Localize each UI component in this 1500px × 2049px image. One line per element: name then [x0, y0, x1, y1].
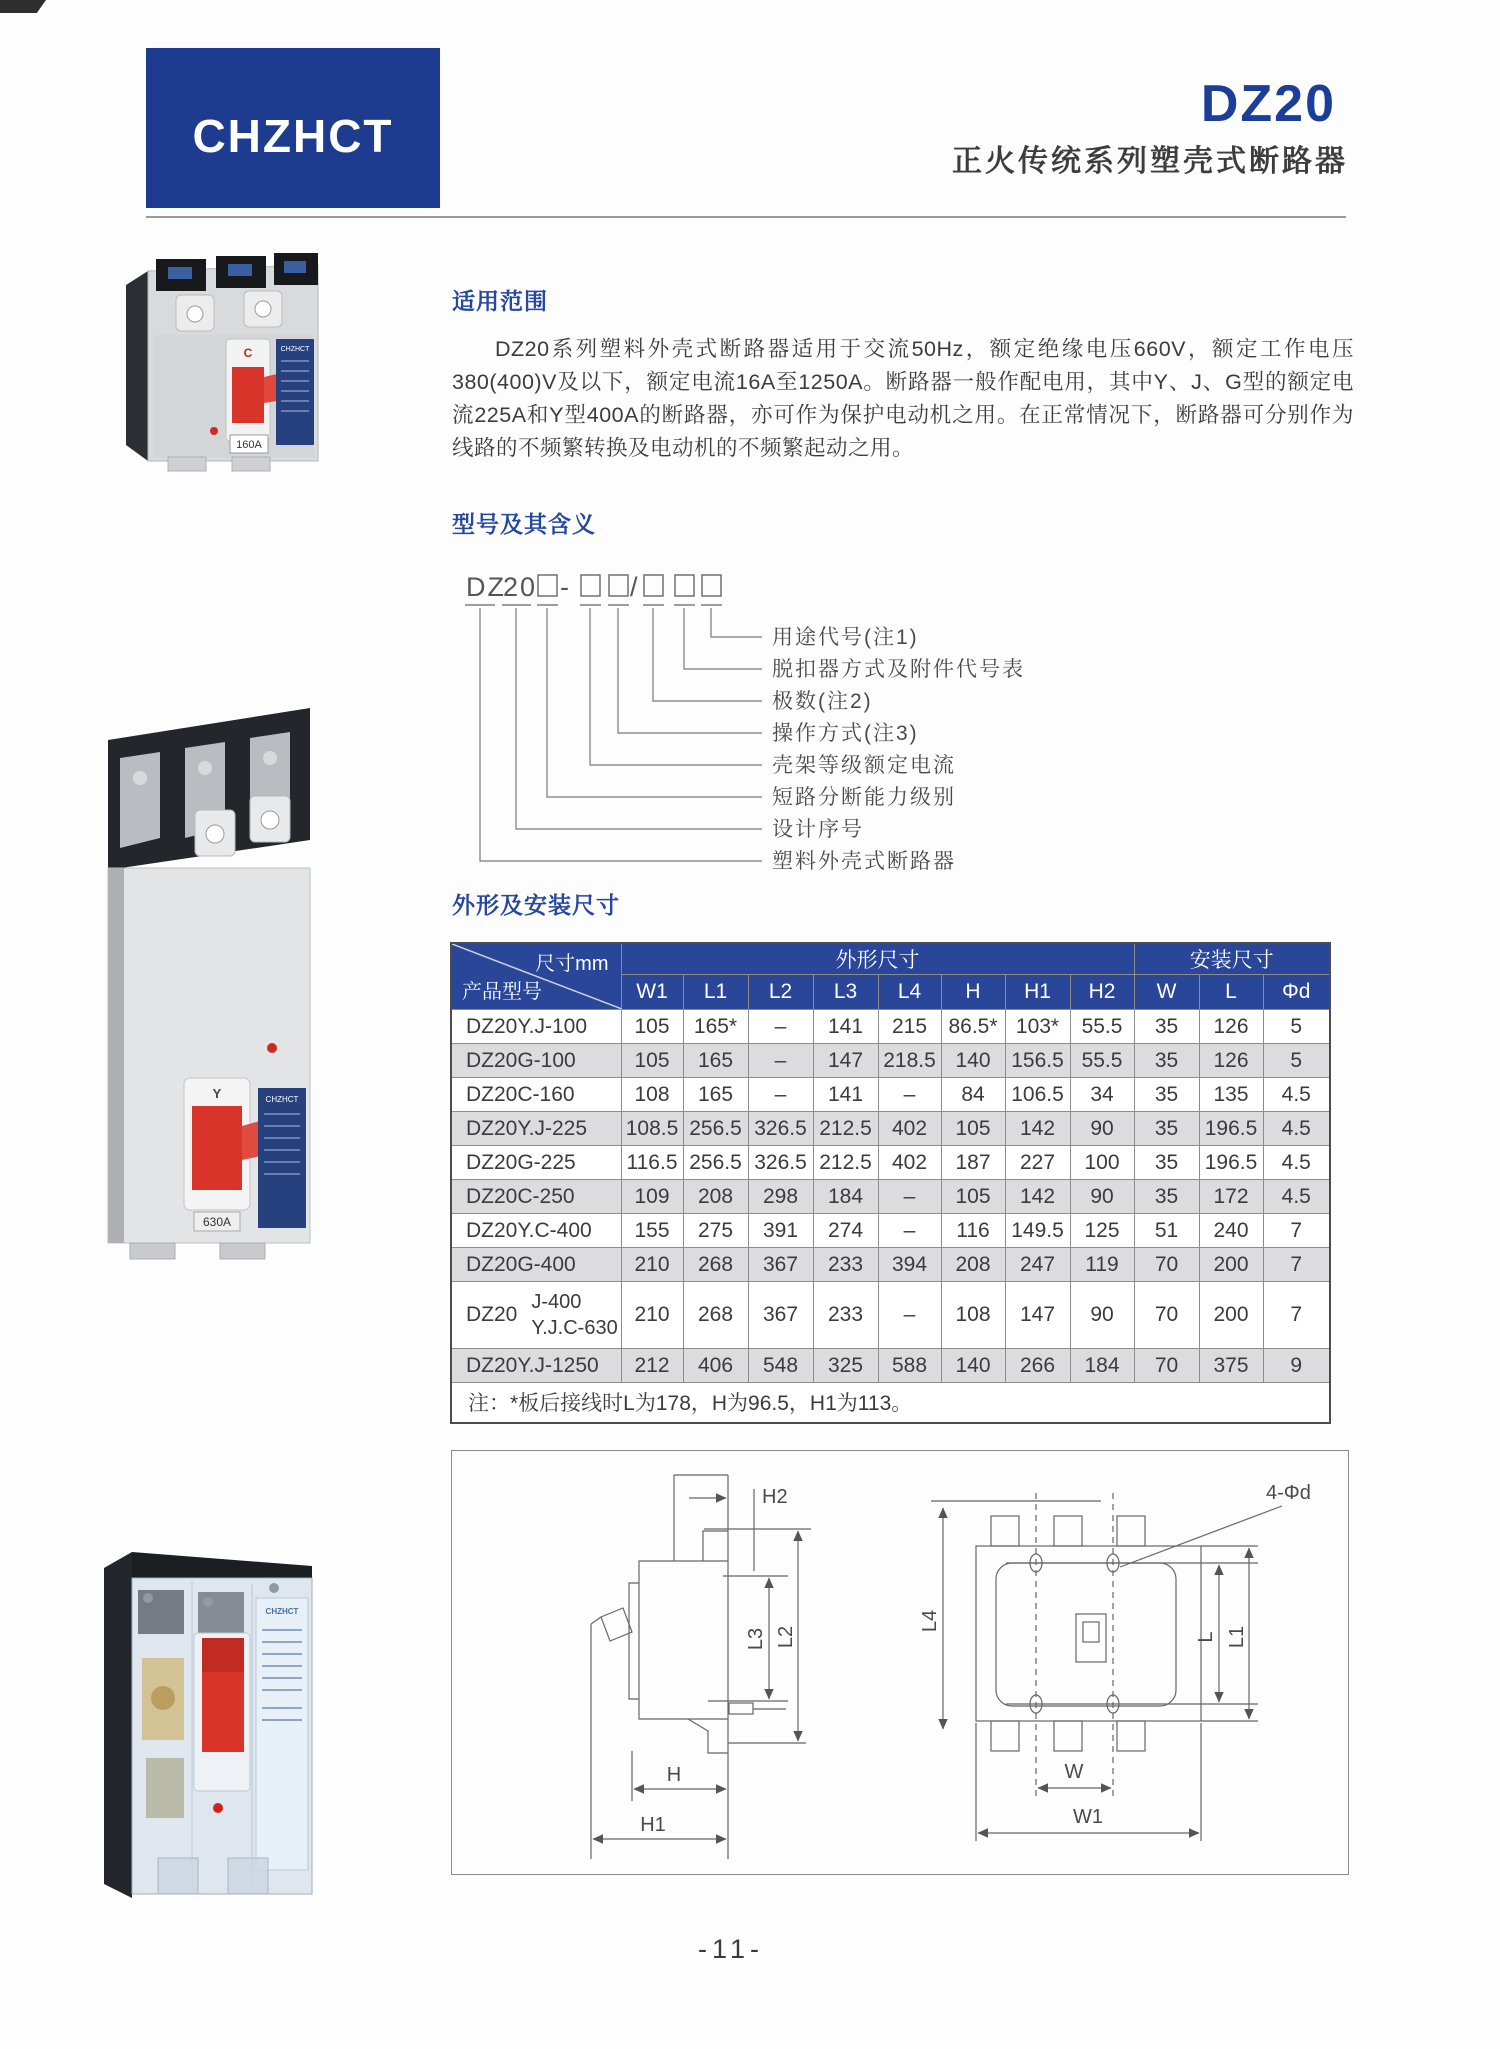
dimension-value: 109 [621, 1180, 683, 1214]
dimension-value: 4.5 [1263, 1180, 1330, 1214]
dimension-value: 35 [1134, 1146, 1199, 1180]
table-row [451, 1282, 1330, 1349]
dimension-value: 298 [748, 1180, 813, 1214]
dimension-value: 4.5 [1263, 1078, 1330, 1112]
dimension-value: – [748, 1044, 813, 1078]
product-model: DZ20Y.J-100 [451, 1010, 621, 1044]
model-label: 脱扣器方式及附件代号表 [772, 658, 1025, 681]
model-label: 短路分断能力级别 [772, 786, 956, 809]
group-header-mount: 安装尺寸 [1134, 943, 1330, 975]
dim-label-l2: L2 [775, 1625, 797, 1649]
dimension-value: 165 [683, 1044, 748, 1078]
table-note: 注：*板后接线时L为178，H为96.5，H1为113。 [451, 1383, 1330, 1423]
dimension-value: 135 [1199, 1078, 1263, 1112]
dimension-value: 215 [878, 1010, 941, 1044]
dimension-value: 208 [941, 1248, 1005, 1282]
model-label: 极数(注2) [772, 690, 873, 713]
col-header: W1 [621, 975, 683, 1010]
dimension-value: 70 [1134, 1349, 1199, 1383]
dimension-value: 208 [683, 1180, 748, 1214]
dimension-value: 165 [683, 1078, 748, 1112]
dimension-value: 126 [1199, 1010, 1263, 1044]
dimension-value: 108.5 [621, 1112, 683, 1146]
outline-drawing-box [451, 1450, 1349, 1875]
product-model: DZ20G-400 [451, 1248, 621, 1282]
dim-label-l4: L4 [919, 1609, 941, 1633]
amp-label: 160A [236, 439, 262, 451]
dimension-value: 196.5 [1199, 1146, 1263, 1180]
dimension-value: 266 [1005, 1349, 1070, 1383]
dim-label-h2: H2 [762, 1486, 788, 1508]
dimension-value: 108 [621, 1078, 683, 1112]
dimension-value: – [878, 1282, 941, 1349]
product-model: DZ20 J-400 Y.J.C-630 [451, 1282, 621, 1349]
dimension-value: 116.5 [621, 1146, 683, 1180]
dimension-value: 140 [941, 1044, 1005, 1078]
dimension-value: 100 [1070, 1146, 1134, 1180]
dimension-value: 149.5 [1005, 1214, 1070, 1248]
dimension-value: 367 [748, 1248, 813, 1282]
dim-label-w: W [1064, 1761, 1084, 1783]
dim-label-w1: W1 [1073, 1806, 1103, 1828]
dimensions-heading: 外形及安装尺寸 [452, 892, 620, 918]
col-header: H2 [1070, 975, 1134, 1010]
page-title: DZ20 [1200, 75, 1336, 133]
dimension-value: – [878, 1214, 941, 1248]
dimension-value: 90 [1070, 1180, 1134, 1214]
group-header-outline: 外形尺寸 [621, 943, 1134, 975]
breaker-photo-transparent [98, 1538, 322, 1910]
corner-label-unit: 尺寸mm [535, 953, 609, 975]
dimension-value: 105 [621, 1044, 683, 1078]
dimension-value: 103* [1005, 1010, 1070, 1044]
dim-label-h1: H1 [640, 1814, 666, 1836]
dimension-value: 256.5 [683, 1146, 748, 1180]
dimension-value: 125 [1070, 1214, 1134, 1248]
dimension-value: 90 [1070, 1112, 1134, 1146]
table-row [451, 1010, 1330, 1044]
corner-header-cell [451, 943, 621, 1010]
scope-heading: 适用范围 [452, 288, 548, 314]
model-slash: / [630, 572, 640, 602]
dimension-value: 268 [683, 1282, 748, 1349]
dimension-value: 391 [748, 1214, 813, 1248]
dimension-value: 227 [1005, 1146, 1070, 1180]
dimension-value: 105 [941, 1180, 1005, 1214]
table-row [451, 1180, 1330, 1214]
product-model: DZ20C-250 [451, 1180, 621, 1214]
product-model: DZ20G-100 [451, 1044, 621, 1078]
dimension-value: 233 [813, 1282, 878, 1349]
dimension-value: – [878, 1180, 941, 1214]
dimension-value: 108 [941, 1282, 1005, 1349]
dimension-value: 394 [878, 1248, 941, 1282]
dimension-value: 70 [1134, 1282, 1199, 1349]
toggle-marker: C [243, 346, 253, 360]
page-number: -11- [697, 1934, 764, 1964]
page-subtitle: 正火传统系列塑壳式断路器 [952, 145, 1348, 178]
brand-logo-text: CHZHCT [192, 110, 394, 162]
dimension-value: 4.5 [1263, 1112, 1330, 1146]
dimension-value: 212.5 [813, 1112, 878, 1146]
col-header: L3 [813, 975, 878, 1010]
dim-label-l: L [1195, 1631, 1217, 1643]
dimension-value: 406 [683, 1349, 748, 1383]
dimension-value: 7 [1263, 1248, 1330, 1282]
dimension-value: 402 [878, 1112, 941, 1146]
model-label: 用途代号(注1) [772, 626, 919, 649]
dimension-value: 233 [813, 1248, 878, 1282]
dimension-value: 187 [941, 1146, 1005, 1180]
table-row [451, 1044, 1330, 1078]
model-label: 操作方式(注3) [772, 722, 919, 745]
table-note-row [451, 1383, 1330, 1423]
dimension-value: 34 [1070, 1078, 1134, 1112]
dimension-value: 156.5 [1005, 1044, 1070, 1078]
header-divider [146, 216, 1346, 218]
dimension-value: 402 [878, 1146, 941, 1180]
model-series: 20 [503, 572, 538, 602]
dimension-value: 247 [1005, 1248, 1070, 1282]
amp-label: 630A [202, 1215, 232, 1229]
col-header: L4 [878, 975, 941, 1010]
dimension-value: 7 [1263, 1282, 1330, 1349]
col-header: L1 [683, 975, 748, 1010]
scan-artifact [0, 0, 46, 13]
dimension-value: – [878, 1078, 941, 1112]
brand-logo [146, 48, 440, 208]
dimension-value: 142 [1005, 1180, 1070, 1214]
dimension-value: 5 [1263, 1010, 1330, 1044]
dimension-value: 51 [1134, 1214, 1199, 1248]
col-header: W [1134, 975, 1199, 1010]
label-brand-text: CHZHCT [265, 1607, 299, 1616]
dimension-value: 142 [1005, 1112, 1070, 1146]
dimension-value: 116 [941, 1214, 1005, 1248]
dimension-value: 35 [1134, 1044, 1199, 1078]
dimension-value: 256.5 [683, 1112, 748, 1146]
dimension-value: 7 [1263, 1214, 1330, 1248]
dimension-value: 35 [1134, 1180, 1199, 1214]
dimension-value: 212 [621, 1349, 683, 1383]
dimension-value: 274 [813, 1214, 878, 1248]
table-row [451, 1146, 1330, 1180]
dimension-value: 141 [813, 1078, 878, 1112]
col-header: H1 [1005, 975, 1070, 1010]
dimension-value: 86.5* [941, 1010, 1005, 1044]
dimension-value: 35 [1134, 1078, 1199, 1112]
model-code-diagram [452, 556, 1372, 886]
dimension-value: 165* [683, 1010, 748, 1044]
table-row [451, 1112, 1330, 1146]
toggle-marker: Y [212, 1086, 222, 1101]
product-model: DZ20Y.J-225 [451, 1112, 621, 1146]
dimension-value: 105 [621, 1010, 683, 1044]
col-header: Φd [1263, 975, 1330, 1010]
dim-label-holes: 4-Φd [1266, 1482, 1311, 1504]
model-dash: - [560, 572, 571, 602]
dimension-value: 548 [748, 1349, 813, 1383]
dimension-value: 126 [1199, 1044, 1263, 1078]
dimension-value: 268 [683, 1248, 748, 1282]
dimension-value: 84 [941, 1078, 1005, 1112]
dimension-value: 90 [1070, 1282, 1134, 1349]
dimension-value: 588 [878, 1349, 941, 1383]
dimension-value: 5 [1263, 1044, 1330, 1078]
corner-label-model: 产品型号 [462, 981, 542, 1003]
dimension-value: 326.5 [748, 1146, 813, 1180]
dimension-value: 4.5 [1263, 1146, 1330, 1180]
dimension-value: 140 [941, 1349, 1005, 1383]
dimension-value: 375 [1199, 1349, 1263, 1383]
dimension-value: 70 [1134, 1248, 1199, 1282]
dimension-value: 35 [1134, 1010, 1199, 1044]
model-heading: 型号及其含义 [452, 511, 596, 537]
label-brand-text: CHZHCT [265, 1095, 299, 1104]
dimension-value: 275 [683, 1214, 748, 1248]
table-row [451, 1078, 1330, 1112]
dimension-value: 326.5 [748, 1112, 813, 1146]
breaker-photo-630a [100, 698, 318, 1264]
col-header: L2 [748, 975, 813, 1010]
dim-label-l1: L1 [1226, 1625, 1248, 1649]
table-row [451, 1248, 1330, 1282]
dimension-value: 210 [621, 1282, 683, 1349]
col-header: H [941, 975, 1005, 1010]
table-row [451, 1214, 1330, 1248]
col-header: L [1199, 975, 1263, 1010]
label-brand-text: CHZHCT [280, 346, 310, 353]
product-model: DZ20C-160 [451, 1078, 621, 1112]
model-label: 塑料外壳式断路器 [772, 850, 956, 873]
dimension-value: 240 [1199, 1214, 1263, 1248]
dimension-value: 218.5 [878, 1044, 941, 1078]
table-row [451, 1349, 1330, 1383]
dimension-value: 184 [1070, 1349, 1134, 1383]
breaker-photo-160a [118, 243, 330, 475]
dimension-value: 141 [813, 1010, 878, 1044]
dimension-value: 184 [813, 1180, 878, 1214]
dimension-value: 172 [1199, 1180, 1263, 1214]
model-prefix: DZ [466, 572, 506, 602]
model-connectors [480, 608, 762, 861]
dimension-value: – [748, 1078, 813, 1112]
dimension-value: 210 [621, 1248, 683, 1282]
dimension-value: 55.5 [1070, 1010, 1134, 1044]
dim-label-h: H [666, 1764, 682, 1786]
dimension-value: 35 [1134, 1112, 1199, 1146]
outline-drawing [452, 1451, 1347, 1873]
dimension-value: 196.5 [1199, 1112, 1263, 1146]
dim-label-l3: L3 [745, 1627, 767, 1651]
dimension-value: 119 [1070, 1248, 1134, 1282]
dimension-value: 9 [1263, 1349, 1330, 1383]
dimension-value: 325 [813, 1349, 878, 1383]
dimension-value: 155 [621, 1214, 683, 1248]
product-model: DZ20G-225 [451, 1146, 621, 1180]
scope-paragraph: DZ20系列塑料外壳式断路器适用于交流50Hz，额定绝缘电压660V，额定工作电压380(400)V及以下，额定电流16A至1250A。断路器一般作配电用，其中Y、J、G型的额定电流225A和Y型400A的断路器，亦可作为保护电动机之用。在正常情况下，断路器可分别作为线路的不频繁转换及电动机的不频繁起动之用。 [452, 337, 1354, 460]
dimension-value: 105 [941, 1112, 1005, 1146]
dimensions-table [450, 942, 1331, 1424]
dimension-value: 55.5 [1070, 1044, 1134, 1078]
dimension-value: 106.5 [1005, 1078, 1070, 1112]
model-label: 壳架等级额定电流 [772, 754, 956, 777]
dimension-value: 147 [813, 1044, 878, 1078]
dimension-value: 200 [1199, 1282, 1263, 1349]
product-model: DZ20Y.J-1250 [451, 1349, 621, 1383]
dimension-value: 147 [1005, 1282, 1070, 1349]
dimension-value: 212.5 [813, 1146, 878, 1180]
dimension-value: – [748, 1010, 813, 1044]
model-label: 设计序号 [772, 818, 864, 841]
product-model: DZ20Y.C-400 [451, 1214, 621, 1248]
dimension-value: 200 [1199, 1248, 1263, 1282]
dimension-value: 367 [748, 1282, 813, 1349]
